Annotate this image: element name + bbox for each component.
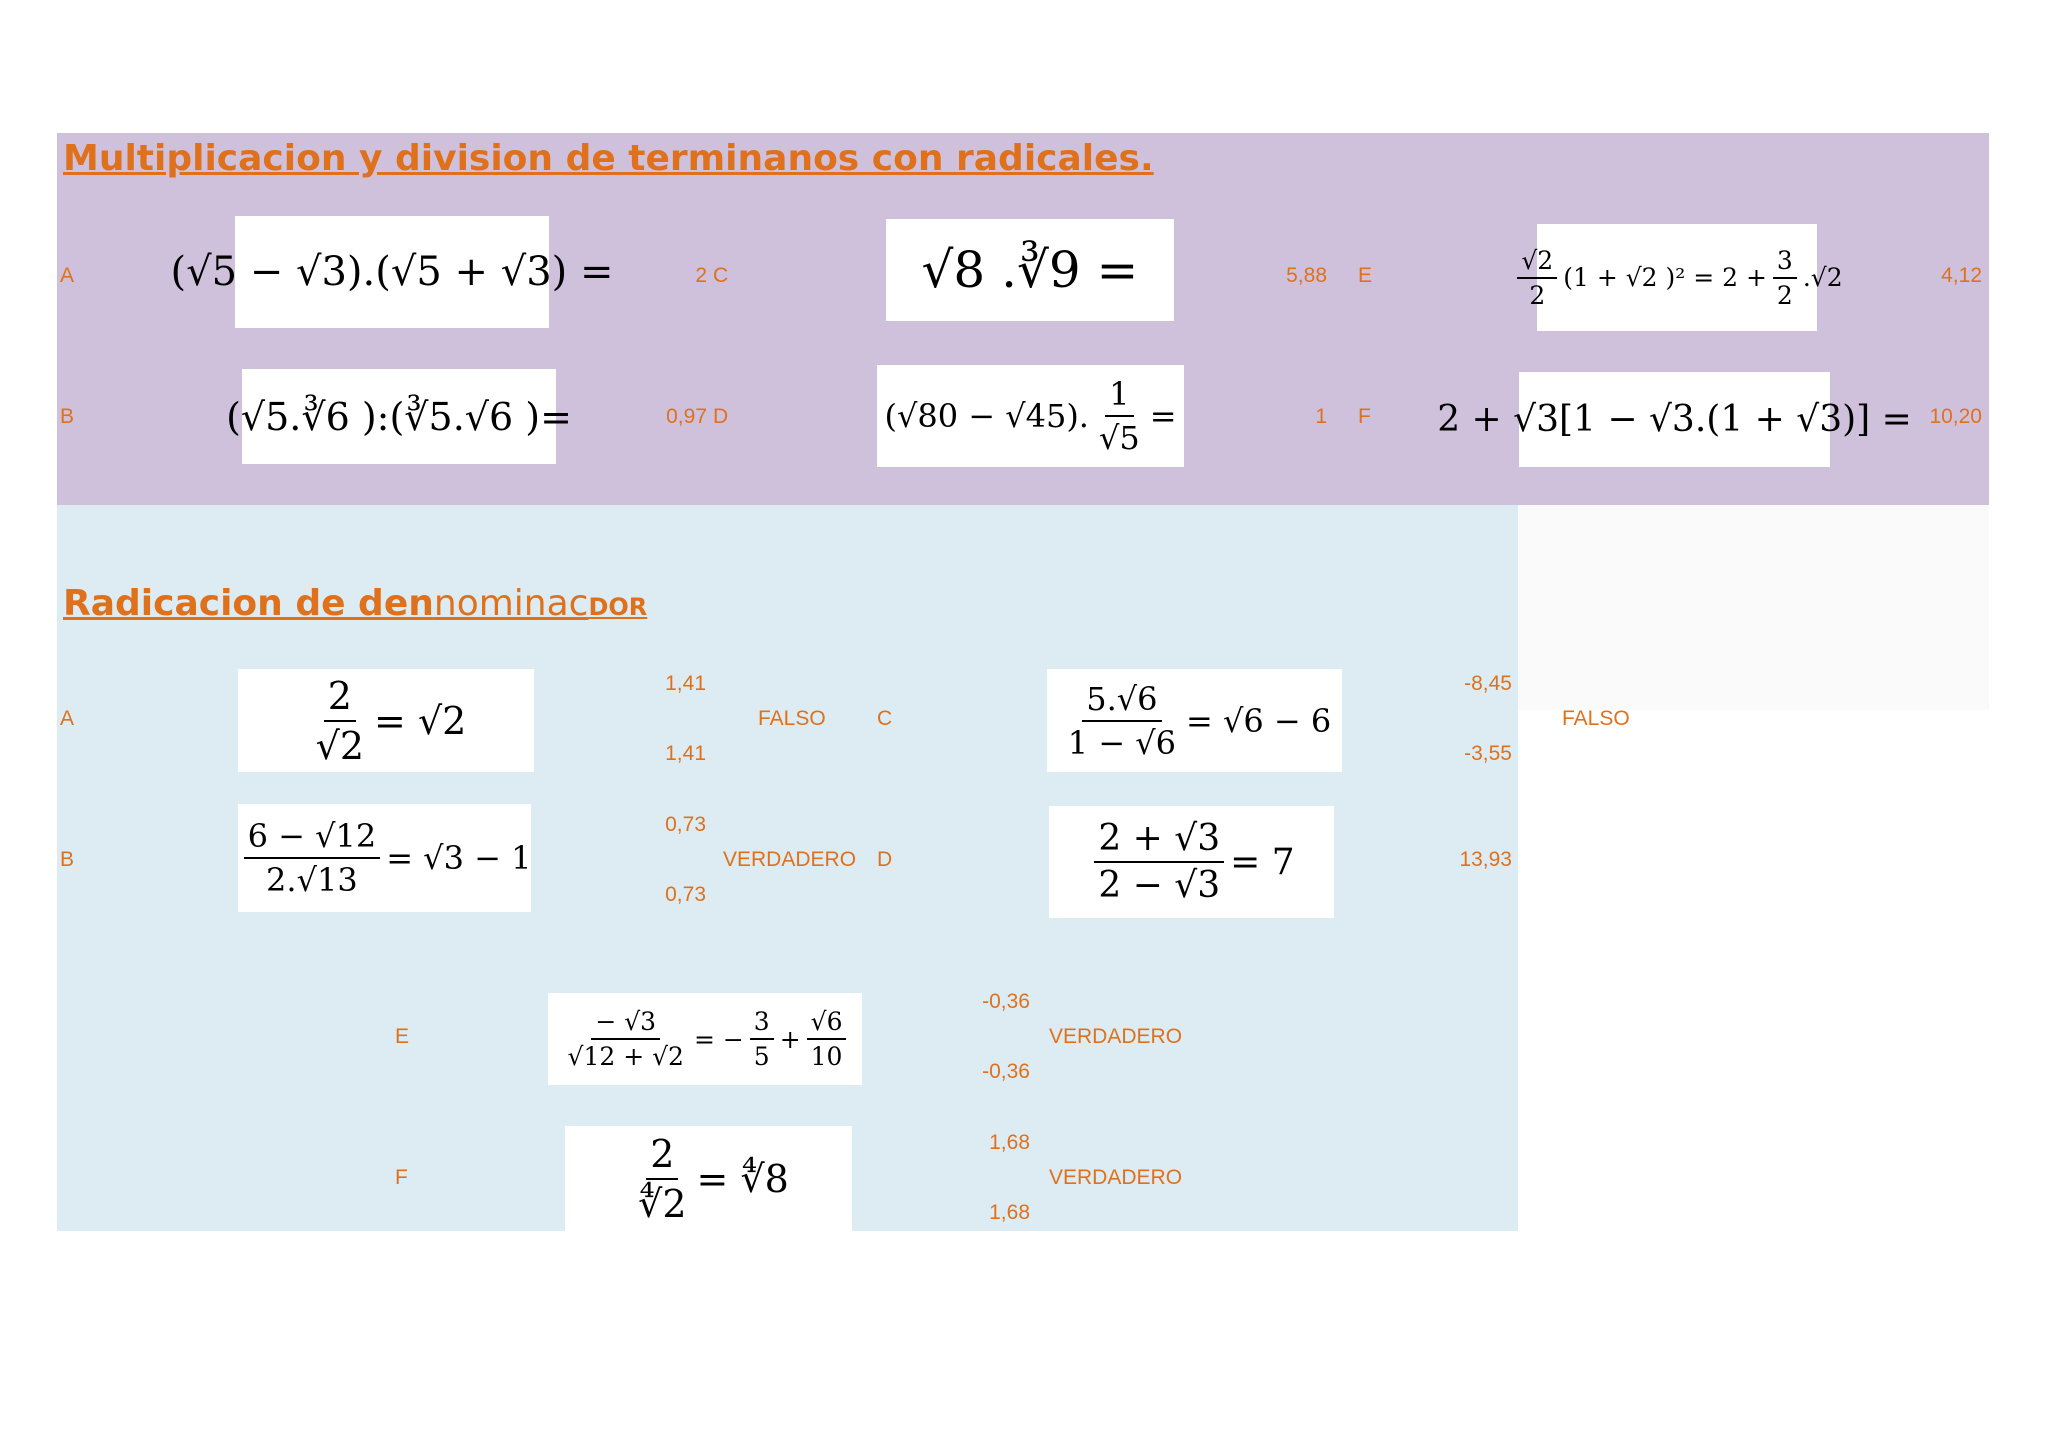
s2-label-e: E (395, 1025, 410, 1048)
formula-d-tail: = (1149, 397, 1177, 435)
s2-label-f: F (395, 1166, 408, 1189)
s2-formula-d-rhs: = 7 (1230, 841, 1295, 883)
result-e: 4,12 (1941, 264, 1982, 287)
s2-value1-f: 1,68 (989, 1131, 1030, 1154)
s2-formula-e-eq: = − (693, 1024, 744, 1054)
s2-formula-b-num: 6 − √12 (244, 817, 381, 859)
formula-a: (√5 − √3).(√5 + √3) = (235, 216, 549, 328)
s2-formula-b-den: 2.√13 (266, 861, 358, 899)
s2-verdict-e: VERDADERO (1049, 1025, 1183, 1048)
s2-verdict-f: VERDADERO (1049, 1166, 1183, 1189)
formula-c: √8 .∛9 = (886, 219, 1174, 321)
result-c: 5,88 (1286, 264, 1327, 287)
formula-e-tail: .√2 (1802, 263, 1843, 292)
s2-formula-e-den3: 10 (810, 1042, 843, 1071)
s2-formula-c-den: 1 − √6 (1067, 723, 1176, 762)
formula-d-den: √5 (1098, 419, 1140, 457)
s2-formula-d-num: 2 + √3 (1094, 818, 1224, 863)
s2-formula-e-num: − √3 (591, 1007, 660, 1040)
formula-e-num2: 3 (1773, 246, 1797, 279)
result-d: 1 (1315, 405, 1327, 428)
formula-f: 2 + √3[1 − √3.(1 + √3)] = (1519, 372, 1830, 467)
s2-value2-e: -0,36 (982, 1060, 1030, 1083)
section2-title-part-b: nominac (433, 583, 589, 624)
s2-formula-d-den: 2 − √3 (1098, 865, 1221, 906)
s2-label-a: A (60, 707, 75, 730)
s2-verdict-b: VERDADERO (723, 848, 857, 871)
s2-formula-a-rhs: = √2 (374, 698, 467, 743)
s2-formula-f (565, 1126, 852, 1231)
result-f: 10,20 (1929, 405, 1982, 428)
s2-label-c: C (877, 707, 893, 730)
s2-formula-f-num: 2 (646, 1132, 678, 1180)
s2-formula-d (1049, 806, 1334, 918)
s2-formula-c (1047, 669, 1342, 772)
s2-formula-e-den: √12 + √2 (567, 1042, 684, 1071)
s2-value1-c: -8,45 (1464, 672, 1512, 695)
s2-formula-b-rhs: = √3 − 1 (386, 839, 532, 877)
formula-d-num: 1 (1105, 375, 1133, 417)
s2-formula-a-den: √2 (315, 723, 365, 768)
s2-formula-a-num: 2 (324, 674, 356, 722)
s2-verdict-a: FALSO (758, 707, 826, 730)
s2-formula-e-plus: + (779, 1024, 801, 1054)
s2-value1-a: 1,41 (665, 672, 706, 695)
formula-e-num: √2 (1517, 246, 1557, 279)
section-blank-cell-area (1518, 505, 1989, 710)
result-a: 2 (695, 264, 707, 287)
s2-formula-f-rhs: = ∜8 (696, 1156, 789, 1201)
s2-label-b: B (60, 848, 75, 871)
section1-title: Multiplicacion y division de terminanos con radicales. (63, 138, 1154, 179)
s2-formula-e-num3: √6 (807, 1007, 847, 1040)
s2-label-d: D (877, 848, 893, 871)
s2-formula-c-num: 5.√6 (1082, 680, 1161, 722)
s2-verdict-c: FALSO (1562, 707, 1630, 730)
s2-formula-e-num2: 3 (750, 1007, 774, 1040)
section2-title-part-c: DOR (588, 593, 648, 621)
label-e: E (1358, 264, 1373, 287)
formula-e-mid: (1 + √2 )² = 2 + (1563, 263, 1767, 292)
s2-formula-b (238, 804, 531, 912)
s2-formula-a (238, 669, 534, 772)
formula-e-den2: 2 (1776, 280, 1793, 310)
s2-formula-f-den: ∜2 (638, 1181, 687, 1226)
label-d: D (713, 405, 729, 428)
formula-e-den: 2 (1529, 280, 1546, 310)
label-f: F (1358, 405, 1371, 428)
s2-value2-c: -3,55 (1464, 742, 1512, 765)
result-b: 0,97 (666, 405, 707, 428)
label-b: B (60, 405, 75, 428)
formula-d (877, 365, 1184, 467)
s2-value2-f: 1,68 (989, 1201, 1030, 1224)
s2-value1-d: 13,93 (1459, 848, 1512, 871)
s2-value1-e: -0,36 (982, 990, 1030, 1013)
formula-d-head: (√80 − √45). (884, 397, 1089, 435)
s2-value2-a: 1,41 (665, 742, 706, 765)
s2-value2-b: 0,73 (665, 883, 706, 906)
formula-b: (√5.∛6 ):(∛5.√6 )= (242, 369, 556, 464)
label-c: C (713, 264, 729, 287)
s2-formula-e-den2: 5 (753, 1042, 770, 1071)
formula-e (1521, 224, 1843, 331)
s2-formula-e (548, 993, 862, 1085)
section2-title-part-a: Radicacion de den (63, 583, 434, 624)
s2-formula-c-rhs: = √6 − 6 (1186, 701, 1332, 740)
s2-value1-b: 0,73 (665, 813, 706, 836)
label-a: A (60, 264, 75, 287)
section2-title (63, 583, 647, 624)
